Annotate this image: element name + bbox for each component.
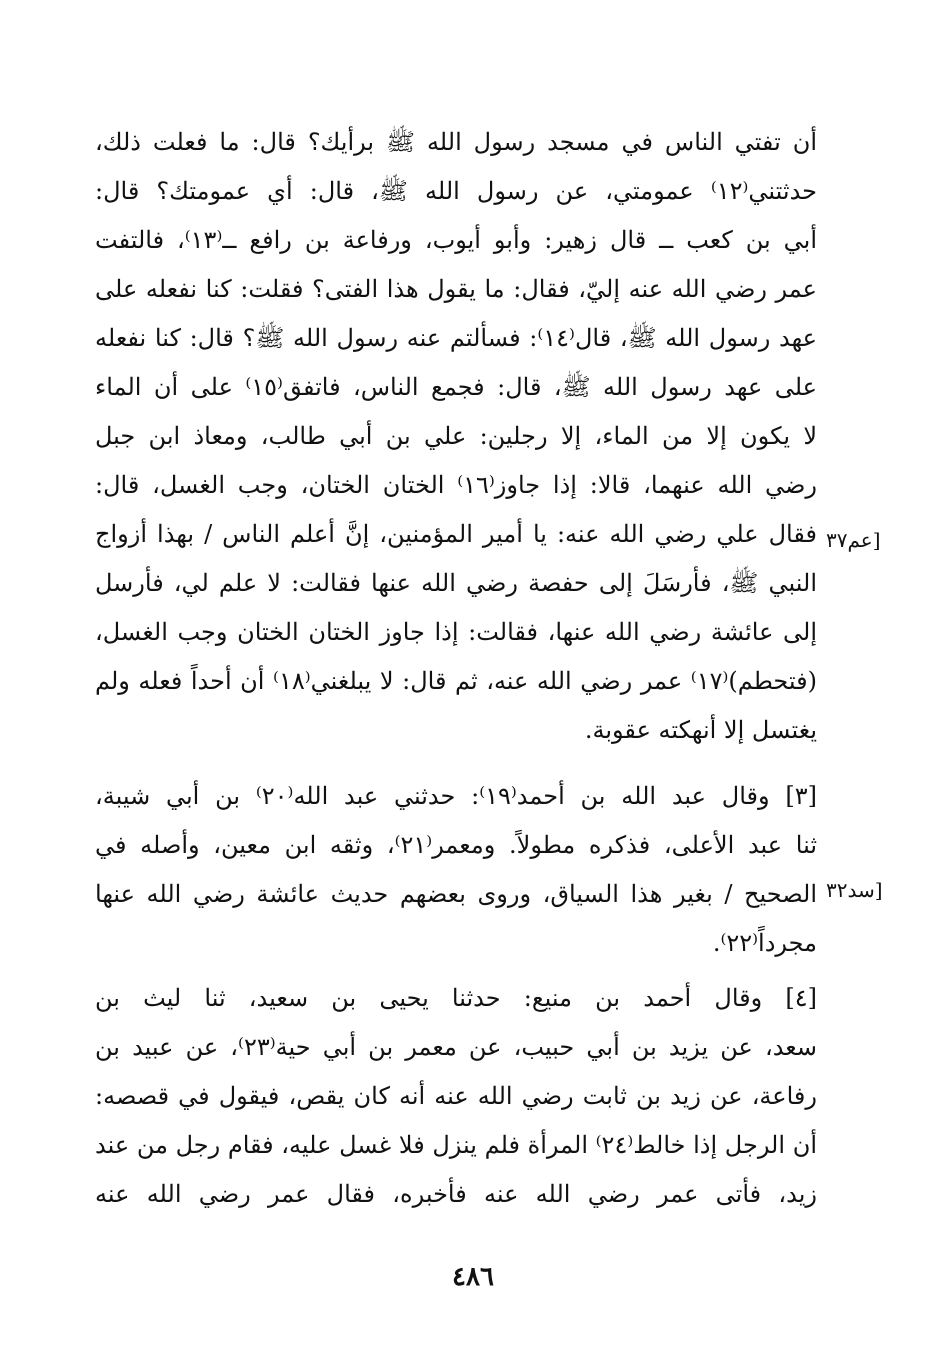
- text-line: حدثتني⁽١٢⁾ عمومتي، عن رسول الله ﷺ، قال: أي عمومتك؟ قال:: [95, 177, 817, 205]
- text-line: أبي بن كعب ــ قال زهير: وأبو أيوب، ورفاعة بن رافع ــ⁽١٣⁾، فالتفت: [95, 226, 817, 254]
- text-line: عمر رضي الله عنه إليّ، فقال: ما يقول هذا الفتى؟ فقلت: كنا نفعله على: [95, 275, 817, 303]
- text-line: لا يكون إلا من الماء، إلا رجلين: علي بن أبي طالب، ومعاذ ابن جبل: [95, 422, 817, 450]
- text-line: رضي الله عنهما، قالا: إذا جاوز⁽١٦⁾ الختان الختان، وجب الغسل، قال:: [95, 471, 817, 499]
- text-line: على عهد رسول الله ﷺ، قال: فجمع الناس، فاتفق⁽١٥⁾ على أن الماء: [95, 373, 817, 401]
- text-line: النبي ﷺ، فأرسَلَ إلى حفصة رضي الله عنها فقالت: لا علم لي، فأرسل: [95, 569, 817, 597]
- text-line: مجرداً⁽٢٢⁾.: [712, 929, 817, 957]
- text-line: [٤] وقال أحمد بن منيع: حدثنا يحيى بن سعيد، ثنا ليث بن: [95, 984, 817, 1012]
- text-line: إلى عائشة رضي الله عنها، فقالت: إذا جاوز الختان الختان وجب الغسل،: [95, 618, 817, 646]
- paragraph-2: [95, 772, 817, 968]
- paragraph-3: [95, 974, 817, 1219]
- paragraph-1: [95, 118, 817, 755]
- text-line: فقال علي رضي الله عنه: يا أمير المؤمنين، إنَّ أعلم الناس / بهذا أزواج: [95, 520, 817, 548]
- text-line: رفاعة، عن زيد بن ثابت رضي الله عنه أنه كان يقص، فيقول في قصصه:: [95, 1082, 817, 1110]
- text-line: [٣] وقال عبد الله بن أحمد⁽١٩⁾: حدثني عبد الله⁽٢٠⁾ بن أبي شيبة،: [95, 782, 817, 810]
- text-line: عهد رسول الله ﷺ، قال⁽١٤⁾: فسألتم عنه رسول الله ﷺ؟ قال: كنا نفعله: [95, 324, 817, 352]
- text-line: أن الرجل إذا خالط⁽٢٤⁾ المرأة فلم ينزل فلا غسل عليه، فقام رجل من عند: [95, 1131, 817, 1159]
- text-line: أن تفتي الناس في مسجد رسول الله ﷺ برأيك؟ قال: ما فعلت ذلك،: [95, 128, 817, 156]
- text-line: زيد، فأتى عمر رضي الله عنه فأخبره، فقال عمر رضي الله عنه: [95, 1180, 817, 1208]
- margin-note: [عم٣٧: [826, 528, 881, 552]
- margin-note: [سد٣٢: [826, 878, 883, 902]
- text-line: سعد، عن يزيد بن أبي حبيب، عن معمر بن أبي حية⁽٢٣⁾، عن عبيد بن: [95, 1033, 817, 1061]
- text-line: الصحيح / بغير هذا السياق، وروى بعضهم حديث عائشة رضي الله عنها: [95, 880, 817, 908]
- text-line: يغتسل إلا أنهكته عقوبة.: [584, 716, 817, 744]
- text-line: ثنا عبد الأعلى، فذكره مطولاً. ومعمر⁽٢١⁾، وثقه ابن معين، وأصله في: [95, 831, 817, 859]
- text-line: (فتحطم)⁽١٧⁾ عمر رضي الله عنه، ثم قال: لا يبلغني⁽١٨⁾ أن أحداً فعله ولم: [95, 667, 817, 695]
- page-number: ٤٨٦: [452, 1262, 494, 1292]
